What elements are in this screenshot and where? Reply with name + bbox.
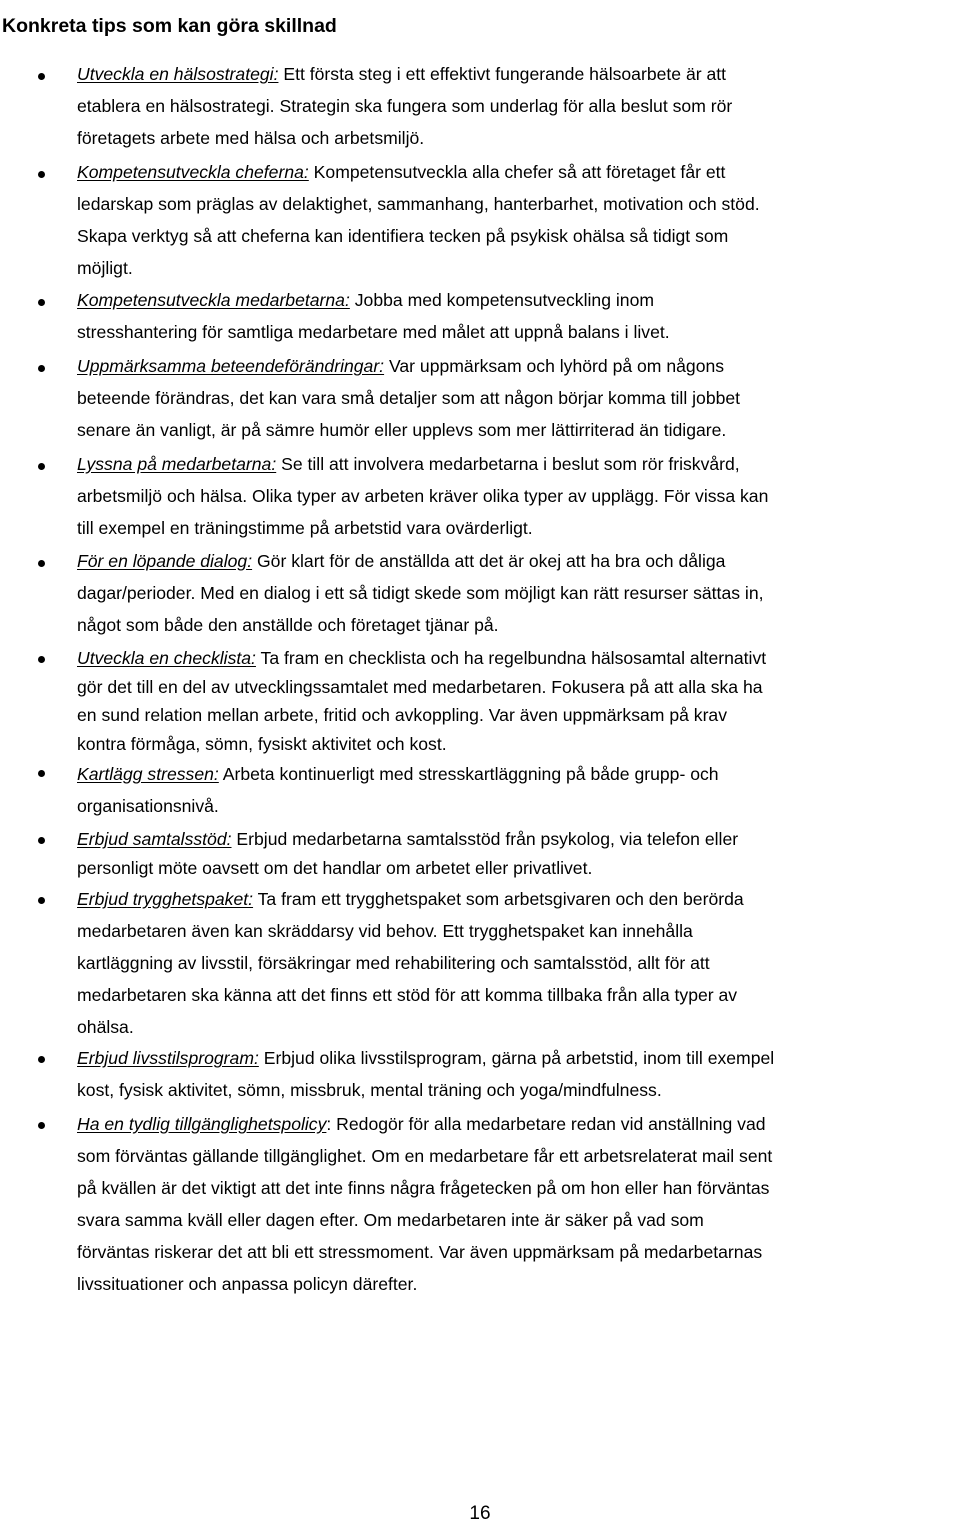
tip-line: Kompetensutveckla cheferna: Kompetensutveckla alla chefer så att företaget får ett <box>77 162 726 182</box>
tip-line: livssituationer och anpassa policyn därefter. <box>77 1274 418 1294</box>
tip-line: etablera en hälsostrategi. Strategin ska fungera som underlag för alla beslut som rör <box>77 96 733 116</box>
tip-line: Ha en tydlig tillgänglighetspolicy: Redogör för alla medarbetare redan vid anställning vad <box>77 1114 766 1134</box>
bullet-icon <box>38 171 45 178</box>
tip-term: Ha en tydlig tillgänglighetspolicy <box>77 1114 327 1134</box>
tip-line: kontra förmåga, sömn, fysiskt aktivitet och kost. <box>77 733 447 754</box>
tip-term: Utveckla en hälsostrategi: <box>77 64 279 84</box>
tip-text <box>77 758 959 822</box>
tip-line: Erbjud livsstilsprogram: Erbjud olika livsstilsprogram, gärna på arbetstid, inom till exempel <box>77 1048 775 1068</box>
tip-line: Erbjud trygghetspaket: Ta fram ett trygghetspaket som arbetsgivaren och den berörda <box>77 889 744 909</box>
tip-term: Kompetensutveckla medarbetarna: <box>77 290 350 310</box>
tip-line: beteende förändras, det kan vara små detaljer som att någon börjar komma till jobbet <box>77 388 741 408</box>
tip-text <box>77 1108 959 1300</box>
tip-line: en sund relation mellan arbete, fritid och avkoppling. Var även uppmärksam på krav <box>77 705 728 725</box>
tip-text <box>77 350 959 446</box>
tip-line: som förväntas gällande tillgänglighet. Om en medarbetare får ett arbetsrelaterat mail sent <box>77 1146 773 1166</box>
tip-line: något som både den anställde och företaget tjänar på. <box>77 615 499 635</box>
tip-text <box>77 883 959 1043</box>
tip-line: Utveckla en checklista: Ta fram en checklista och ha regelbundna hälsosamtal alternativt <box>77 648 767 668</box>
bullet-icon <box>38 560 45 567</box>
tip-line: möjligt. <box>77 258 133 278</box>
bullet-icon <box>38 73 45 80</box>
tip-text <box>77 644 959 758</box>
tip-term: Utveckla en checklista: <box>77 648 256 668</box>
bullet-icon <box>38 365 45 372</box>
tip-line: Kompetensutveckla medarbetarna: Jobba med kompetensutveckling inom <box>77 290 655 310</box>
tip-line: senare än vanligt, är på sämre humör eller upplevs som mer lättirriterad än tidigare. <box>77 420 727 440</box>
tip-line: Skapa verktyg så att cheferna kan identifiera tecken på psykisk ohälsa så tidigt som <box>77 226 729 246</box>
bullet-icon <box>38 897 45 904</box>
tip-text <box>77 156 959 284</box>
tip-line: företagets arbete med hälsa och arbetsmiljö. <box>77 128 425 148</box>
tip-text <box>77 545 959 641</box>
tip-line: ledarskap som präglas av delaktighet, sammanhang, hanterbarhet, motivation och stöd. <box>77 194 760 214</box>
tip-line: förväntas riskerar det att bli ett stressmoment. Var även uppmärksam på medarbetarnas <box>77 1242 763 1262</box>
tip-term: Erbjud samtalsstöd: <box>77 829 232 849</box>
tip-line: på kvällen är det viktigt att det inte finns några frågetecken på om hon eller han förväntas <box>77 1178 770 1198</box>
bullet-icon <box>38 299 45 306</box>
bullet-icon <box>38 656 45 663</box>
tip-line: Utveckla en hälsostrategi: Ett första steg i ett effektivt fungerande hälsoarbete är att <box>77 64 727 84</box>
tip-text <box>77 284 959 348</box>
bullet-icon <box>38 1122 45 1129</box>
tip-line: kost, fysisk aktivitet, sömn, missbruk, mental träning och yoga/mindfulness. <box>77 1080 662 1100</box>
tip-term: Kartlägg stressen: <box>77 764 219 784</box>
tip-line: Kartlägg stressen: Arbeta kontinuerligt med stresskartläggning på både grupp- och <box>77 764 719 784</box>
tip-text <box>77 825 959 882</box>
tip-line: gör det till en del av utvecklingssamtalet med medarbetaren. Fokusera på att alla ska ha <box>77 676 763 697</box>
tip-text <box>77 1042 959 1106</box>
bullet-icon <box>38 837 45 844</box>
tip-text <box>77 58 959 154</box>
tip-line: Lyssna på medarbetarna: Se till att involvera medarbetarna i beslut som rör friskvård, <box>77 454 740 474</box>
tip-line: Uppmärksamma beteendeförändringar: Var uppmärksam och lyhörd på om någons <box>77 356 725 376</box>
tip-term: Erbjud trygghetspaket: <box>77 889 254 909</box>
tip-term: För en löpande dialog: <box>77 551 253 571</box>
page-number: 16 <box>469 1503 491 1524</box>
tip-line: till exempel en träningstimme på arbetstid vara ovärderligt. <box>77 518 533 538</box>
tip-line: personligt möte oavsett om det handlar om arbetet eller privatlivet. <box>77 857 593 878</box>
tip-term: Erbjud livsstilsprogram: <box>77 1048 259 1068</box>
tip-line: medarbetaren även kan skräddarsy vid behov. Ett trygghetspaket kan innehålla <box>77 921 693 941</box>
bullet-icon <box>38 1056 45 1063</box>
tip-line: arbetsmiljö och hälsa. Olika typer av arbeten kräver olika typer av upplägg. För vissa kan <box>77 486 769 506</box>
tip-term: Lyssna på medarbetarna: <box>77 454 277 474</box>
page-title: Konkreta tips som kan göra skillnad <box>2 15 337 38</box>
tip-line: dagar/perioder. Med en dialog i ett så tidigt skede som möjligt kan rätt resurser sättas in, <box>77 583 764 603</box>
tip-line: organisationsnivå. <box>77 796 219 816</box>
tip-line: ohälsa. <box>77 1017 134 1037</box>
bullet-icon <box>38 770 45 777</box>
tip-line: För en löpande dialog: Gör klart för de anställda att det är okej att ha bra och dåliga <box>77 551 726 571</box>
bullet-icon <box>38 463 45 470</box>
tip-line: stresshantering för samtliga medarbetare med målet att uppnå balans i livet. <box>77 322 670 342</box>
tip-line: medarbetaren ska känna att det finns ett stöd för att komma tillbaka från alla typer av <box>77 985 738 1005</box>
tip-line: kartläggning av livsstil, försäkringar med rehabilitering och samtalsstöd, allt för att <box>77 953 710 973</box>
tip-term: Kompetensutveckla cheferna: <box>77 162 309 182</box>
tip-line: svara samma kväll eller dagen efter. Om medarbetaren inte är säker på vad som <box>77 1210 704 1230</box>
tip-text <box>77 448 959 544</box>
tip-line: Erbjud samtalsstöd: Erbjud medarbetarna samtalsstöd från psykolog, via telefon eller <box>77 829 739 849</box>
tip-term: Uppmärksamma beteendeförändringar: <box>77 356 385 376</box>
